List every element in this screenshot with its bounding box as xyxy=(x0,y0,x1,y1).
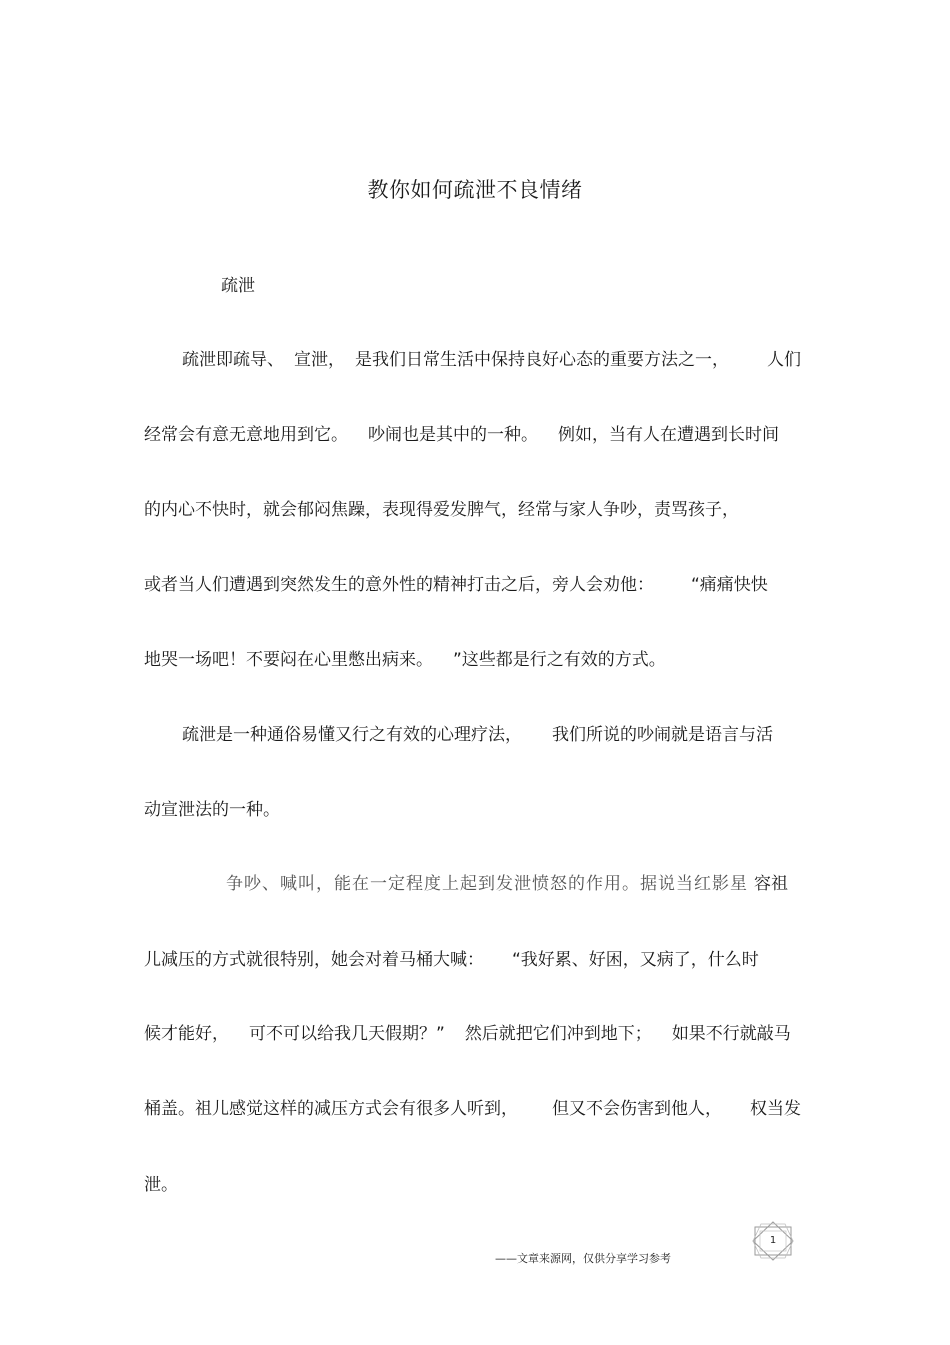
paragraph-3-line-2: 儿减压的方式就很特别，她会对着马桶大喊： “我好累、好困，又病了，什么时 xyxy=(144,950,759,970)
document-title: 教你如何疏泄不良情绪 xyxy=(367,178,583,202)
footer-source-note: ——文章来源网，仅供分享学习参考 xyxy=(495,1252,671,1265)
paragraph-1-line-5: 地哭一场吧！不要闷在心里憋出病来。 ”这些都是行之有效的方式。 xyxy=(144,650,666,670)
page-number: 1 xyxy=(769,1235,777,1246)
paragraph-3-line-5: 泄。 xyxy=(144,1175,178,1195)
paragraph-2-line-1: 疏泄是一种通俗易懂又行之有效的心理疗法， 我们所说的吵闹就是语言与活 xyxy=(182,725,773,745)
paragraph-3-line-3: 候才能好， 可不可以给我几天假期？” 然后就把它们冲到地下； 如果不行就敲马 xyxy=(144,1024,791,1044)
subheading: 疏泄 xyxy=(221,276,255,296)
paragraph-1-line-1: 疏泄即疏导、 宣泄， 是我们日常生活中保持良好心态的重要方法之一， 人们 xyxy=(182,350,801,370)
paragraph-1-line-3: 的内心不快时，就会郁闷焦躁，表现得爱发脾气，经常与家人争吵，责骂孩子， xyxy=(144,500,739,520)
paragraph-1-line-2: 经常会有意无意地用到它。 吵闹也是其中的一种。 例如，当有人在遭遇到长时间 xyxy=(144,425,779,445)
paragraph-1-line-4: 或者当人们遭遇到突然发生的意外性的精神打击之后，旁人会劝他： “痛痛快快 xyxy=(144,575,768,595)
paragraph-3-line-4: 桶盖。祖儿感觉这样的减压方式会有很多人听到， 但又不会伤害到他人， 权当发 xyxy=(144,1099,801,1119)
paragraph-3-line-1: 争吵、喊叫，能在一定程度上起到发泄愤怒的作用。据说当红影星 容祖 xyxy=(226,874,788,894)
paragraph-2-line-2: 动宣泄法的一种。 xyxy=(144,800,280,820)
